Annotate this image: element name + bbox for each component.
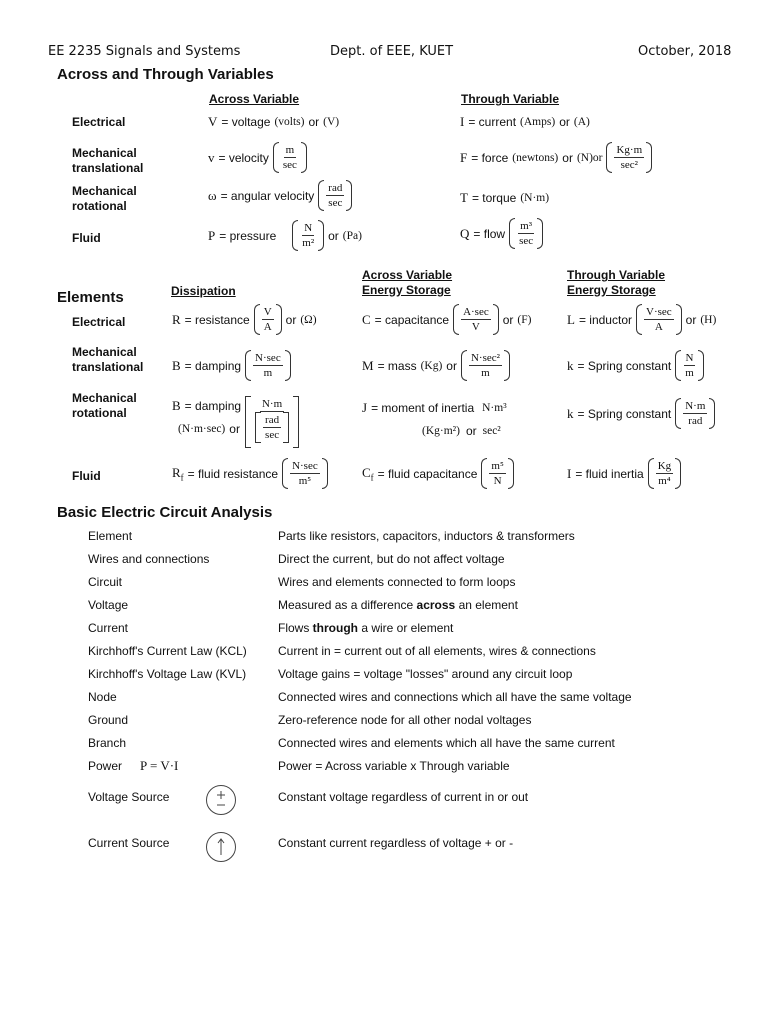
definition: Constant voltage regardless of current in or out bbox=[278, 790, 529, 804]
course-title: EE 2235 Signals and Systems bbox=[48, 44, 241, 59]
definition: Voltage gains = voltage "losses" around any circuit loop bbox=[278, 667, 573, 681]
date: October, 2018 bbox=[638, 44, 732, 59]
definition: Connected wires and elements which all have the same current bbox=[278, 736, 615, 750]
through-mech-rot: T = torque (N·m) bbox=[460, 190, 550, 205]
definition: Constant current regardless of voltage + or - bbox=[278, 836, 514, 850]
term: Kirchhoff's Current Law (KCL) bbox=[88, 644, 247, 658]
diss-fluid: $R_f$ = fluid resistance $\frac{N\cdot\sec}{\text{m⁵}}$ bbox=[172, 458, 328, 489]
across-electrical: V = voltage (volts) or (V) bbox=[208, 114, 340, 129]
definition: Direct the current, but do not affect voltage bbox=[278, 552, 505, 566]
term: Kirchhoff's Voltage Law (KVL) bbox=[88, 667, 247, 681]
col-header-dissipation: Dissipation bbox=[171, 284, 236, 298]
term: Current Source bbox=[88, 836, 170, 850]
across-storage-electrical: C = capacitance $\frac{A\cdot\sec}{V}$ or (F) bbox=[362, 306, 532, 333]
row-label: Mechanical rotational bbox=[72, 184, 137, 213]
through-storage-fluid: I = fluid inertia $\frac{Kg}{\text{m⁴}}$ bbox=[567, 458, 681, 489]
term: Branch bbox=[88, 736, 127, 750]
term: Ground bbox=[88, 713, 129, 727]
term: Element bbox=[88, 529, 133, 543]
power-formula: P = V·I bbox=[140, 758, 179, 773]
definition: Measured as a difference across an element bbox=[278, 598, 518, 612]
row-label: Mechanical rotational bbox=[72, 391, 137, 420]
across-mech-rot: ω = angular velocity $\frac{\text{rad}}{\sec}$ bbox=[208, 180, 352, 211]
col-header-across: Across Variable bbox=[209, 92, 300, 106]
term: Voltage Source bbox=[88, 790, 170, 804]
definition: Flows through a wire or element bbox=[278, 621, 454, 635]
term: Node bbox=[88, 690, 117, 704]
col-header-through-storage: Through Variable Energy Storage bbox=[567, 268, 666, 297]
through-storage-electrical: L = inductor $\frac{V\cdot\sec}{A}$ or (H) bbox=[567, 306, 717, 333]
term: Power bbox=[88, 759, 123, 773]
col-header-across-storage: Across Variable Energy Storage bbox=[362, 268, 453, 297]
term: Voltage bbox=[88, 598, 129, 612]
term: Wires and connections bbox=[88, 552, 210, 566]
row-label: Electrical bbox=[72, 315, 126, 329]
diss-electrical: R = resistance $\frac{V}{A}$ or (Ω) bbox=[172, 306, 317, 333]
across-storage-mech-trans: M = mass (Kg) or $\frac{\text{N·sec²}}{m}$ bbox=[362, 350, 510, 381]
diss-mech-trans: B = damping $\frac{N\cdot\sec}{m}$ bbox=[172, 350, 291, 381]
definition: Current in = current out of all elements, wires & connections bbox=[278, 644, 596, 658]
definition: Power = Across variable x Through variable bbox=[278, 759, 510, 773]
across-storage-fluid: $C_f$ = fluid capacitance $\frac{\text{m⁵}}{N}$ bbox=[362, 458, 514, 489]
section-title-basic: Basic Electric Circuit Analysis bbox=[57, 504, 273, 521]
row-label: Mechanical translational bbox=[72, 146, 144, 175]
section-title-elements: Elements bbox=[57, 289, 124, 306]
through-storage-mech-rot: k = Spring constant $\frac{N\cdot m}{\text{rad}}$ bbox=[567, 398, 715, 429]
row-label: Mechanical translational bbox=[72, 345, 144, 374]
row-label: Electrical bbox=[72, 115, 126, 129]
through-storage-mech-trans: k = Spring constant $\frac{N}{m}$ bbox=[567, 350, 704, 381]
current-source-icon bbox=[206, 832, 236, 862]
across-mech-trans: v = velocity $\frac{m}{\sec}$ bbox=[208, 142, 307, 173]
section-title-variables: Across and Through Variables bbox=[57, 66, 274, 83]
term: Circuit bbox=[88, 575, 123, 589]
definition: Parts like resistors, capacitors, inductors & transformers bbox=[278, 529, 575, 543]
voltage-source-icon bbox=[206, 785, 236, 815]
across-storage-mech-rot: J = moment of inertia N·m³ (Kg·m²) or sec² bbox=[362, 400, 507, 438]
department: Dept. of EEE, KUET bbox=[330, 44, 454, 59]
term: Current bbox=[88, 621, 129, 635]
definition: Wires and elements connected to form loops bbox=[278, 575, 516, 589]
col-header-through: Through Variable bbox=[461, 92, 560, 106]
through-electrical: I = current (Amps) or (A) bbox=[460, 114, 590, 129]
definition: Connected wires and connections which all have the same voltage bbox=[278, 690, 632, 704]
row-label: Fluid bbox=[72, 231, 101, 245]
through-mech-trans: F = force (newtons) or (N)or $\frac{Kg\cdot m}{\text{sec²}}$ bbox=[460, 142, 652, 173]
definition: Zero-reference node for all other nodal voltages bbox=[278, 713, 532, 727]
row-label: Fluid bbox=[72, 469, 101, 483]
diss-mech-rot: B = damping (N·m·sec) or $\frac{N\cdot m}{\frac{\text{rad}}{\sec}}$ bbox=[172, 398, 299, 448]
across-fluid: P = pressure $\frac{N}{\text{m²}}$ or (Pa) bbox=[208, 222, 362, 249]
through-fluid: Q = flow $\frac{\text{m³}}{\sec}$ bbox=[460, 218, 543, 249]
